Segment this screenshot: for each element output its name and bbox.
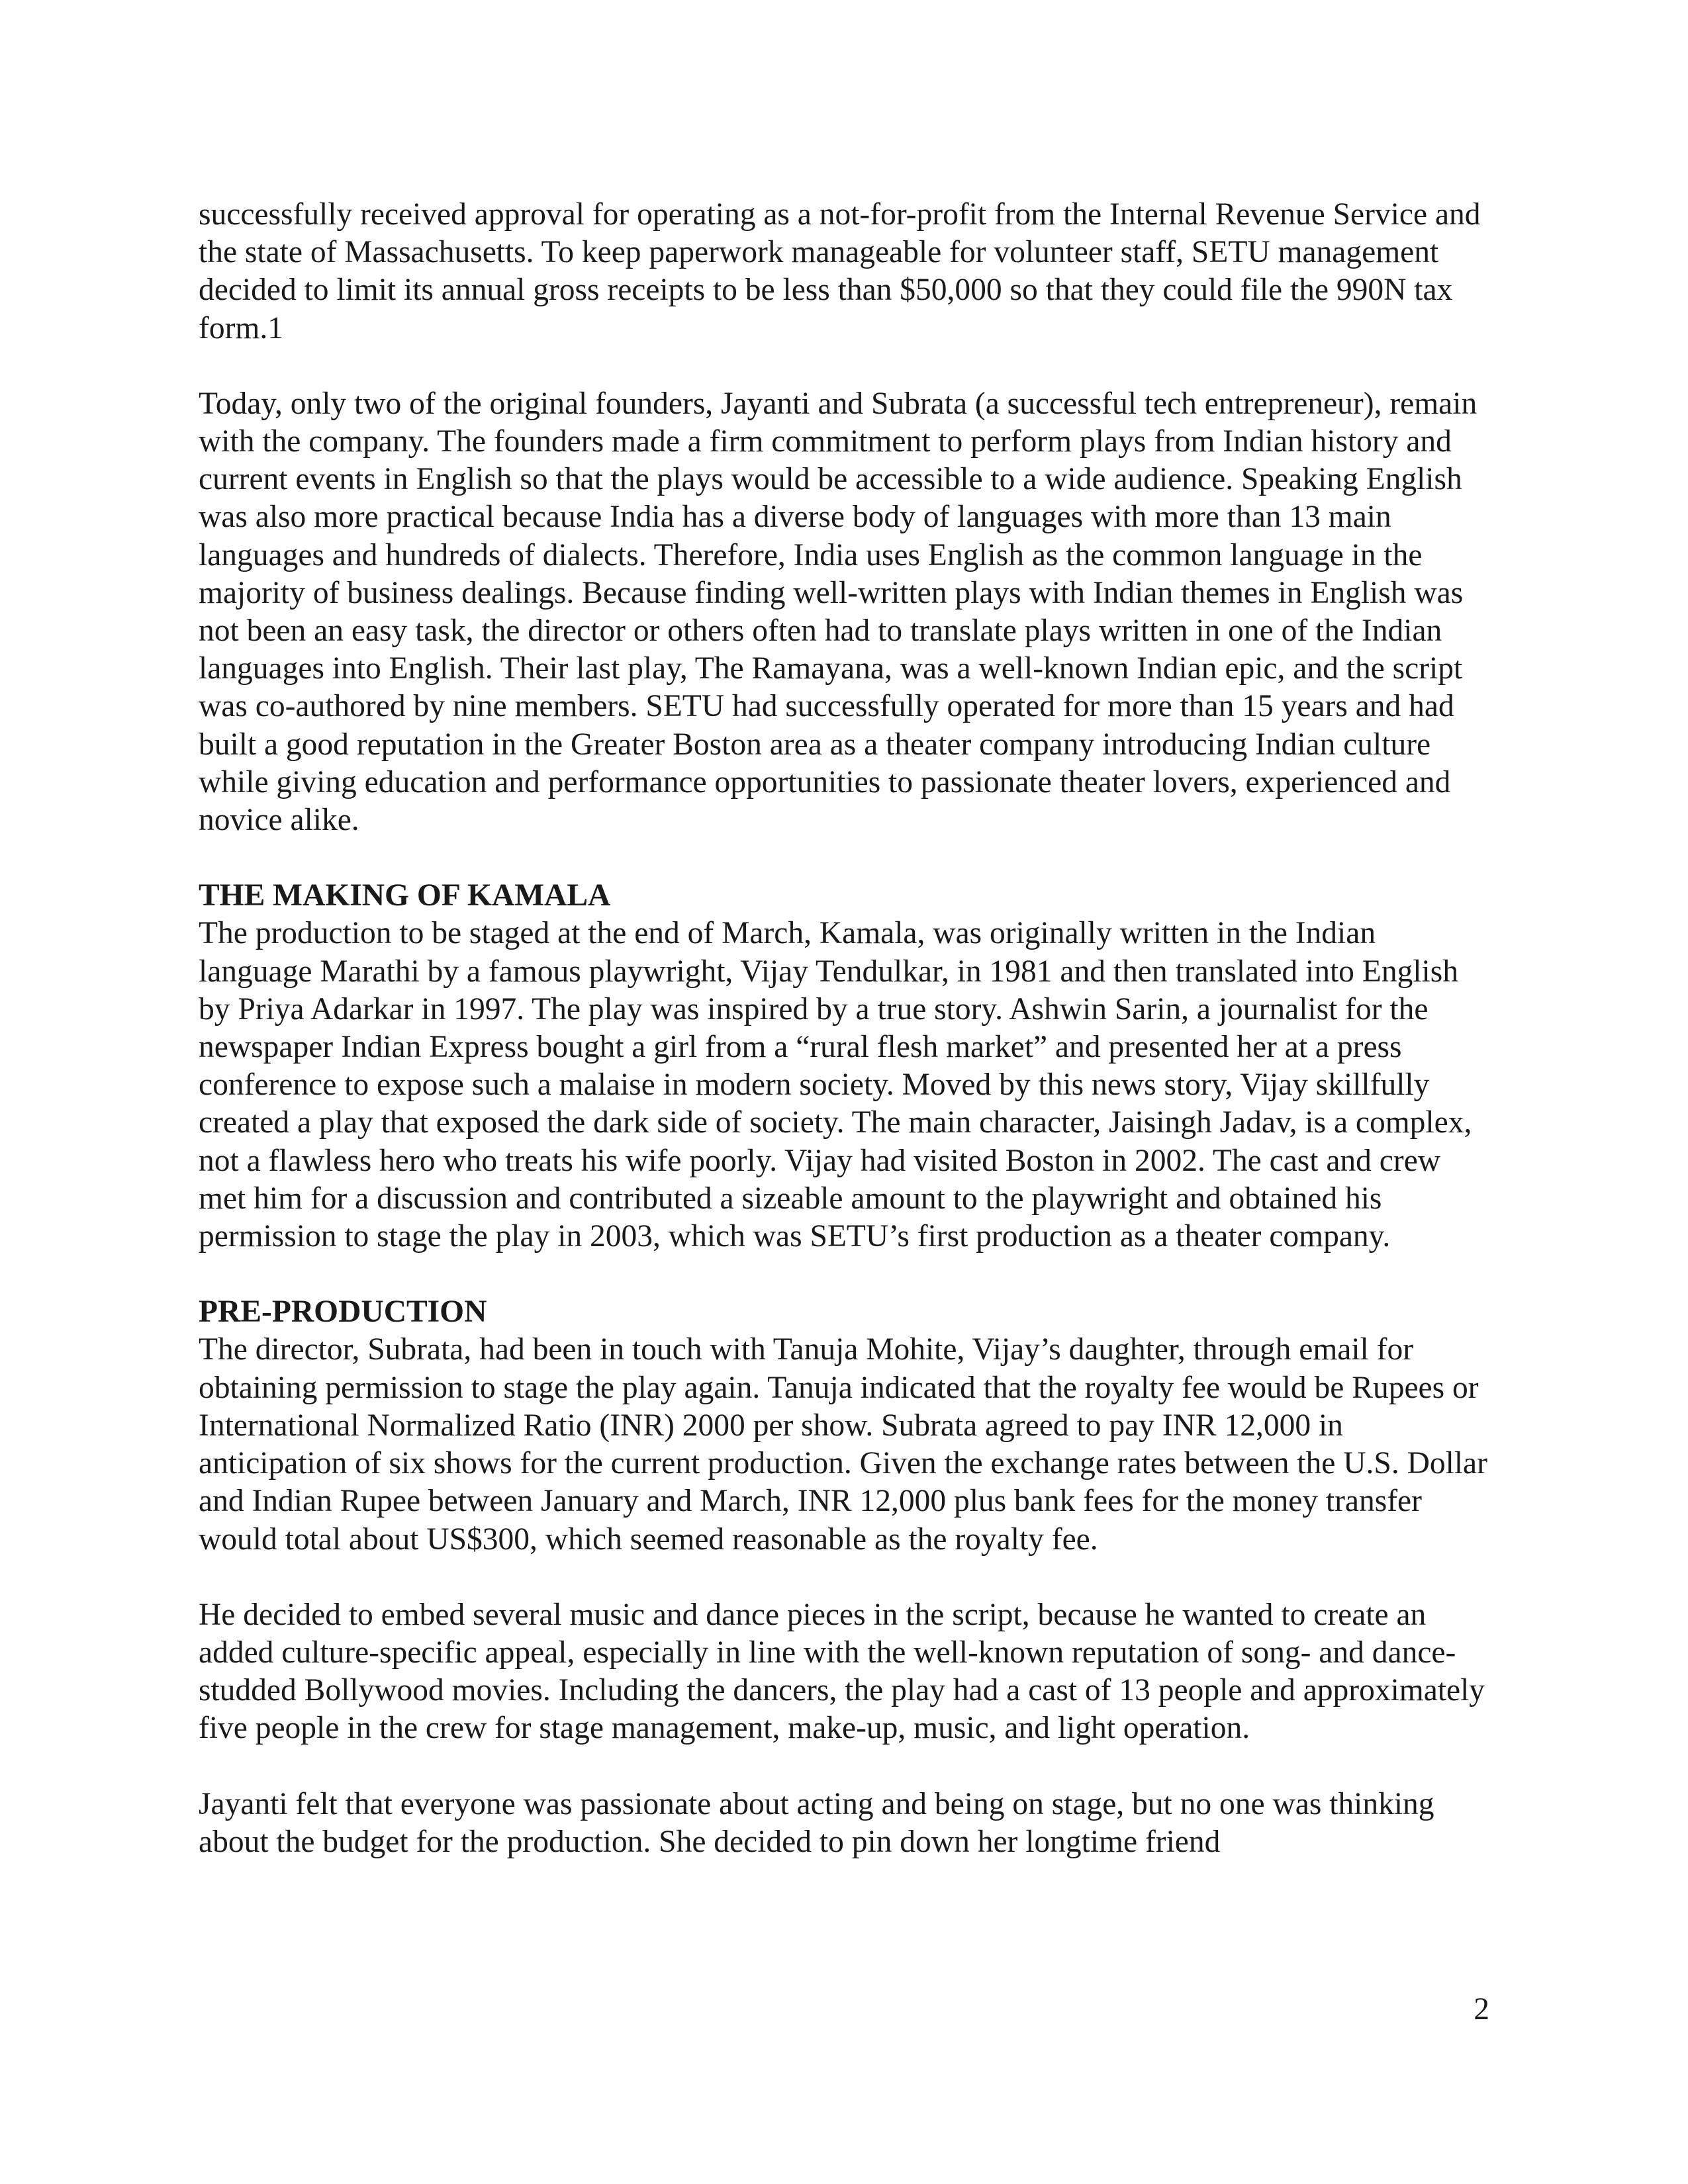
paragraph-founders: Today, only two of the original founders, Jayanti and Subrata (a successful tech entrepreneur), remain with the company. The founders made a firm commitment to perform plays from Indian history and current events in English so that the plays would be accessible to a wide audience. Speaking English was also more practical because India has a diverse body of languages with more than 13 main languages and hundreds of dialects. Therefore, India uses English as the common language in the majority of business dealings. Because finding well-written plays with Indian themes in English was not been an easy task, the director or others often had to translate plays written in one of the Indian languages into English. Their last play, The Ramayana, was a well-known Indian epic, and the script was co-authored by nine members. SETU had successfully operated for more than 15 years and had built a good reputation in the Greater Boston area as a theater company introducing Indian culture while giving education and performance opportunities to passionate theater lovers, experienced and novice alike. xyxy=(199,386,1477,838)
page-number: 2 xyxy=(1474,1992,1489,2026)
section-pre-production xyxy=(199,1293,1489,1558)
section-heading: PRE-PRODUCTION xyxy=(199,1295,487,1330)
paragraph-budget: Jayanti felt that everyone was passionate about acting and being on stage, but no one was thinking about the budget for the production. She decided to pin down her longtime friend xyxy=(199,1786,1434,1859)
paragraph-nonprofit-approval: successfully received approval for operating as a not-for-profit from the Internal Revenue Service and the state of Massachusetts. To keep paperwork manageable for volunteer staff, SETU management decided to limit its annual gross receipts to be less than $50,000 so that they could file the 990N tax form.1 xyxy=(199,197,1481,345)
document-page xyxy=(199,196,1489,1899)
section-heading: THE MAKING OF KAMALA xyxy=(199,878,611,913)
paragraph-kamala-origin: The production to be staged at the end of March, Kamala, was originally written in the Indian language Marathi by a famous playwright, Vijay Tendulkar, in 1981 and then translated into English by Priya Adarkar in 1997. The play was inspired by a true story. Ashwin Sarin, a journalist for the newspaper Indian Express bought a girl from a “rural flesh market” and presented her at a press conference to expose such a malaise in modern society. Moved by this news story, Vijay skillfully created a play that exposed the dark side of society. The main character, Jaisingh Jadav, is a complex, not a flawless hero who treats his wife poorly. Vijay had visited Boston in 2002. The cast and crew met him for a discussion and contributed a sizeable amount to the playwright and obtained his permission to stage the play in 2003, which was SETU’s first production as a theater company. xyxy=(199,916,1472,1254)
paragraph-royalty-fee: The director, Subrata, had been in touch with Tanuja Mohite, Vijay’s daughter, through email for obtaining permission to stage the play again. Tanuja indicated that the royalty fee would be Rupees or International Normalized Ratio (INR) 2000 per show. Subrata agreed to pay INR 12,000 in anticipation of six shows for the current production. Given the exchange rates between the U.S. Dollar and Indian Rupee between January and March, INR 12,000 plus bank fees for the money transfer would total about US$300, which seemed reasonable as the royalty fee. xyxy=(199,1332,1487,1557)
paragraph-music-dance: He decided to embed several music and dance pieces in the script, because he wanted to create an added culture-specific appeal, especially in line with the well-known reputation of song- and dance-studded Bollywood movies. Including the dancers, the play had a cast of 13 people and approximately five people in the crew for stage management, make-up, music, and light operation. xyxy=(199,1597,1485,1746)
section-making-of-kamala xyxy=(199,877,1489,1255)
